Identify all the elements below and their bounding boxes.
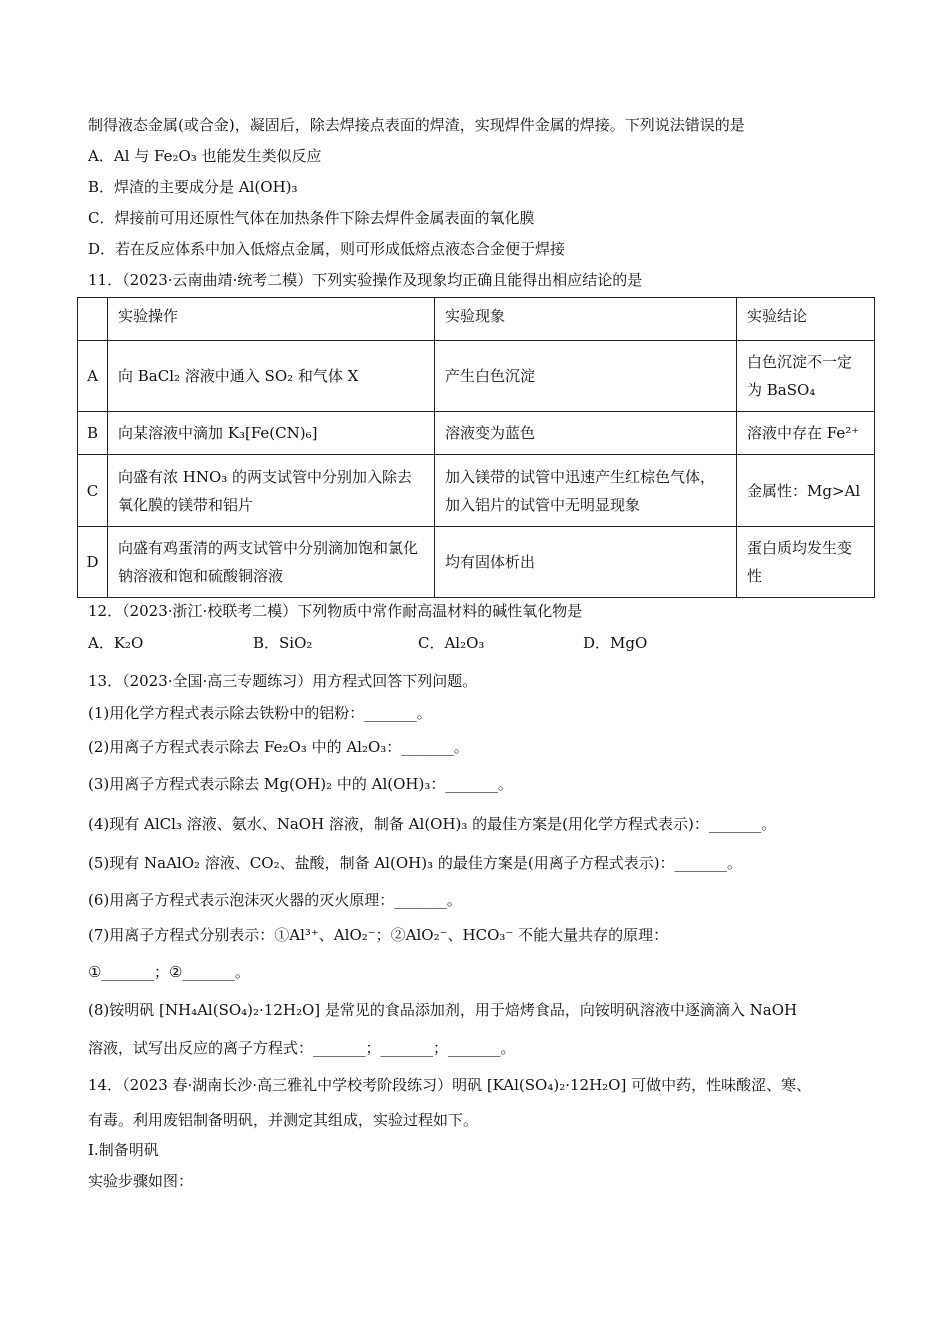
- row-operation: 向盛有鸡蛋清的两支试管中分别滴加饱和氯化钠溶液和饱和硫酸铜溶液: [108, 527, 435, 598]
- q13-part-6: (6)用离子方程式表示泡沫灭火器的灭火原理：_______。: [88, 891, 462, 909]
- table-row: [78, 527, 875, 598]
- header-phenomenon: 实验现象: [435, 298, 737, 341]
- q14-steps-label: 实验步骤如图：: [88, 1172, 194, 1190]
- table-header-row: [78, 298, 875, 341]
- q13-part-4: (4)现有 AlCl₃ 溶液、氨水、NaOH 溶液，制备 Al(OH)₃ 的最佳方案是(用化学方程式表示)：_______。: [88, 815, 777, 833]
- q13-part-8: (8)铵明矾 [NH₄Al(SO₄)₂·12H₂O] 是常见的食品添加剂，用于焙烤食品，向铵明矾溶液中逐滴滴入 NaOH: [88, 1001, 798, 1019]
- row-letter: D: [78, 527, 108, 598]
- table-row: [78, 455, 875, 527]
- q10-option-d: D．若在反应体系中加入低熔点金属，则可形成低熔点液态合金便于焊接: [88, 240, 566, 258]
- table-row: [78, 412, 875, 455]
- header-operation: 实验操作: [108, 298, 435, 341]
- header-blank-cell: [78, 298, 108, 341]
- q12-options: [88, 632, 788, 656]
- q10-stem: 制得液态金属(或合金)，凝固后，除去焊接点表面的焊渣，实现焊件金属的焊接。下列说法错误的是: [88, 116, 745, 134]
- table-row: [78, 341, 875, 412]
- row-operation: 向某溶液中滴加 K₃[Fe(CN)₆]: [108, 412, 435, 455]
- q12-option-c: C．Al₂O₃: [418, 634, 485, 652]
- q11-table: [77, 297, 875, 598]
- row-operation: 向 BaCl₂ 溶液中通入 SO₂ 和气体 X: [108, 341, 435, 412]
- row-letter: B: [78, 412, 108, 455]
- q13-part-7-blanks: ①_______；②_______。: [88, 963, 250, 981]
- q13-part-2: (2)用离子方程式表示除去 Fe₂O₃ 中的 Al₂O₃：_______。: [88, 738, 469, 756]
- q11-stem: 11．（2023·云南曲靖·统考二模）下列实验操作及现象均正确且能得出相应结论的是: [88, 271, 643, 289]
- q13-part-1: (1)用化学方程式表示除去铁粉中的铝粉：_______。: [88, 704, 432, 722]
- q14-stem-line-2: 有毒。利用废铝制备明矾，并测定其组成，实验过程如下。: [88, 1111, 479, 1129]
- q13-part-8-continued: 溶液，试写出反应的离子方程式：_______；_______；_______。: [88, 1039, 516, 1057]
- row-conclusion: 白色沉淀不一定为 BaSO₄: [737, 341, 875, 412]
- row-conclusion: 金属性：Mg>Al: [737, 455, 875, 527]
- q12-stem: 12．（2023·浙江·校联考二模）下列物质中常作耐高温材料的碱性氧化物是: [88, 602, 583, 620]
- row-phenomenon: 加入镁带的试管中迅速产生红棕色气体，加入铝片的试管中无明显现象: [435, 455, 737, 527]
- q13-stem: 13．（2023·全国·高三专题练习）用方程式回答下列问题。: [88, 672, 478, 690]
- q14-stem-line-1: 14．（2023 春·湖南长沙·高三雅礼中学校考阶段练习）明矾 [KAl(SO₄)₂·12H₂O] 可做中药，性味酸涩、寒、: [88, 1076, 812, 1094]
- row-letter: A: [78, 341, 108, 412]
- header-conclusion: 实验结论: [737, 298, 875, 341]
- row-phenomenon: 溶液变为蓝色: [435, 412, 737, 455]
- q13-part-5: (5)现有 NaAlO₂ 溶液、CO₂、盐酸，制备 Al(OH)₃ 的最佳方案是(用离子方程式表示)：_______。: [88, 854, 743, 872]
- q10-option-c: C．焊接前可用还原性气体在加热条件下除去焊件金属表面的氧化膜: [88, 209, 535, 227]
- q14-section-title: I.制备明矾: [88, 1141, 159, 1159]
- q12-option-b: B．SiO₂: [253, 634, 313, 652]
- q10-option-b: B．焊渣的主要成分是 Al(OH)₃: [88, 178, 298, 196]
- row-operation: 向盛有浓 HNO₃ 的两支试管中分别加入除去氧化膜的镁带和铝片: [108, 455, 435, 527]
- q12-option-d: D．MgO: [583, 634, 648, 652]
- row-conclusion: 蛋白质均发生变性: [737, 527, 875, 598]
- q12-option-a: A．K₂O: [88, 634, 144, 652]
- q13-part-3: (3)用离子方程式表示除去 Mg(OH)₂ 中的 Al(OH)₃：_______。: [88, 775, 513, 793]
- row-conclusion: 溶液中存在 Fe²⁺: [737, 412, 875, 455]
- row-phenomenon: 均有固体析出: [435, 527, 737, 598]
- row-phenomenon: 产生白色沉淀: [435, 341, 737, 412]
- q10-option-a: A．Al 与 Fe₂O₃ 也能发生类似反应: [88, 147, 322, 165]
- q13-part-7: (7)用离子方程式分别表示：①Al³⁺、AlO₂⁻；②AlO₂⁻、HCO₃⁻ 不能大量共存的原理：: [88, 926, 669, 944]
- row-letter: C: [78, 455, 108, 527]
